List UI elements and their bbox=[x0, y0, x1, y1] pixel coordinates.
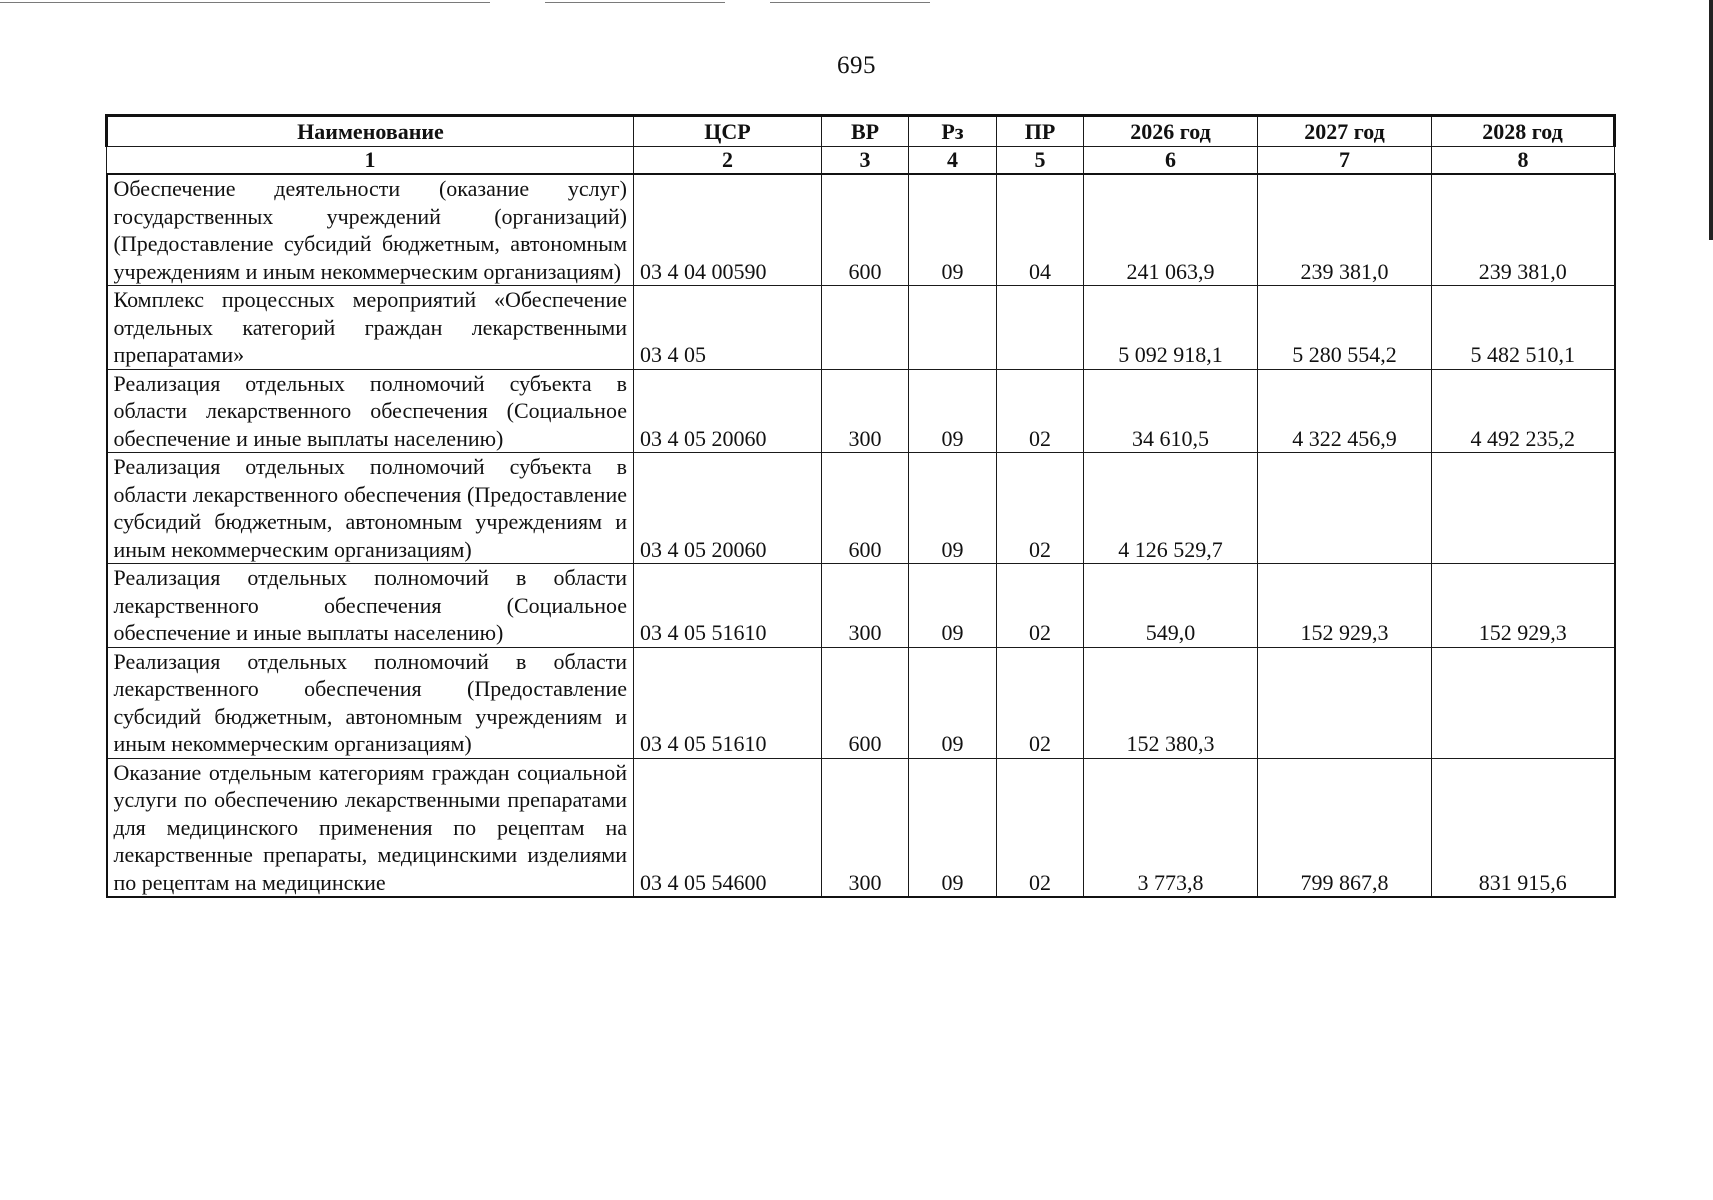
row-2026: 549,0 bbox=[1084, 564, 1258, 648]
row-2028: 4 492 235,2 bbox=[1432, 369, 1615, 453]
row-csr: 03 4 05 54600 bbox=[634, 758, 822, 897]
header-name: Наименование bbox=[107, 116, 634, 147]
row-pr: 02 bbox=[997, 453, 1084, 564]
row-2027: 152 929,3 bbox=[1258, 564, 1432, 648]
row-vr bbox=[822, 286, 909, 370]
row-rz bbox=[909, 286, 997, 370]
header-vr: ВР bbox=[822, 116, 909, 147]
row-csr: 03 4 04 00590 bbox=[634, 174, 822, 286]
column-number: 5 bbox=[997, 147, 1084, 175]
row-vr: 600 bbox=[822, 453, 909, 564]
row-vr: 600 bbox=[822, 174, 909, 286]
row-name: Реализация отдельных полномочий субъекта в области лекарственного обеспечения (Социальное обеспечение и иные выплаты населению) bbox=[107, 369, 634, 453]
column-number-row bbox=[107, 147, 1615, 175]
row-csr: 03 4 05 bbox=[634, 286, 822, 370]
row-2026: 4 126 529,7 bbox=[1084, 453, 1258, 564]
row-2027 bbox=[1258, 647, 1432, 758]
scan-edge-line bbox=[0, 2, 490, 3]
row-pr: 02 bbox=[997, 758, 1084, 897]
column-number: 7 bbox=[1258, 147, 1432, 175]
column-number: 3 bbox=[822, 147, 909, 175]
row-pr bbox=[997, 286, 1084, 370]
budget-table bbox=[105, 114, 1616, 898]
header-csr: ЦСР bbox=[634, 116, 822, 147]
row-vr: 300 bbox=[822, 758, 909, 897]
row-rz: 09 bbox=[909, 647, 997, 758]
header-2028: 2028 год bbox=[1432, 116, 1615, 147]
table-row bbox=[107, 286, 1615, 370]
scan-edge-mark bbox=[1709, 0, 1713, 240]
row-2026: 34 610,5 bbox=[1084, 369, 1258, 453]
row-2028 bbox=[1432, 647, 1615, 758]
row-vr: 300 bbox=[822, 369, 909, 453]
row-2028: 239 381,0 bbox=[1432, 174, 1615, 286]
row-name: Комплекс процессных мероприятий «Обеспечение отдельных категорий граждан лекарственными препаратами» bbox=[107, 286, 634, 370]
row-name: Реализация отдельных полномочий в области лекарственного обеспечения (Предоставление субсидий бюджетным, автономным учреждениям и иным некоммерческим организациям) bbox=[107, 647, 634, 758]
row-name: Оказание отдельным категориям граждан социальной услуги по обеспечению лекарственными препаратами для медицинского применения по рецептам на лекарственные препараты, медицинскими изделиями по рецептам на медицинские bbox=[107, 758, 634, 897]
column-number: 6 bbox=[1084, 147, 1258, 175]
row-2027: 4 322 456,9 bbox=[1258, 369, 1432, 453]
page-number: 695 bbox=[837, 52, 876, 79]
row-csr: 03 4 05 51610 bbox=[634, 564, 822, 648]
row-csr: 03 4 05 20060 bbox=[634, 453, 822, 564]
row-name: Реализация отдельных полномочий субъекта в области лекарственного обеспечения (Предоставление субсидий бюджетным, автономным учреждениям и иным некоммерческим организациям) bbox=[107, 453, 634, 564]
table-row bbox=[107, 564, 1615, 648]
header-pr: ПР bbox=[997, 116, 1084, 147]
row-pr: 04 bbox=[997, 174, 1084, 286]
row-rz: 09 bbox=[909, 174, 997, 286]
row-vr: 300 bbox=[822, 564, 909, 648]
scan-edge-line bbox=[545, 2, 725, 3]
row-pr: 02 bbox=[997, 369, 1084, 453]
column-number: 1 bbox=[107, 147, 634, 175]
row-csr: 03 4 05 51610 bbox=[634, 647, 822, 758]
row-2027: 239 381,0 bbox=[1258, 174, 1432, 286]
row-2028: 152 929,3 bbox=[1432, 564, 1615, 648]
header-2026: 2026 год bbox=[1084, 116, 1258, 147]
table-row bbox=[107, 758, 1615, 897]
header-row bbox=[107, 116, 1615, 147]
row-rz: 09 bbox=[909, 564, 997, 648]
row-2027: 5 280 554,2 bbox=[1258, 286, 1432, 370]
row-2028: 831 915,6 bbox=[1432, 758, 1615, 897]
row-2026: 241 063,9 bbox=[1084, 174, 1258, 286]
row-vr: 600 bbox=[822, 647, 909, 758]
table-row bbox=[107, 369, 1615, 453]
table-row bbox=[107, 453, 1615, 564]
row-name: Обеспечение деятельности (оказание услуг) государственных учреждений (организаций) (Предоставление субсидий бюджетным, автономным учреждениям и иным некоммерческим организациям) bbox=[107, 174, 634, 286]
column-number: 2 bbox=[634, 147, 822, 175]
row-2028 bbox=[1432, 453, 1615, 564]
row-pr: 02 bbox=[997, 564, 1084, 648]
row-csr: 03 4 05 20060 bbox=[634, 369, 822, 453]
row-rz: 09 bbox=[909, 369, 997, 453]
header-2027: 2027 год bbox=[1258, 116, 1432, 147]
row-2027: 799 867,8 bbox=[1258, 758, 1432, 897]
table-row bbox=[107, 647, 1615, 758]
row-2027 bbox=[1258, 453, 1432, 564]
header-rz: Рз bbox=[909, 116, 997, 147]
scan-edge-line bbox=[770, 2, 930, 3]
row-rz: 09 bbox=[909, 453, 997, 564]
row-pr: 02 bbox=[997, 647, 1084, 758]
row-name: Реализация отдельных полномочий в области лекарственного обеспечения (Социальное обеспечение и иные выплаты населению) bbox=[107, 564, 634, 648]
column-number: 8 bbox=[1432, 147, 1615, 175]
column-number: 4 bbox=[909, 147, 997, 175]
row-rz: 09 bbox=[909, 758, 997, 897]
row-2026: 3 773,8 bbox=[1084, 758, 1258, 897]
table-row bbox=[107, 174, 1615, 286]
row-2026: 5 092 918,1 bbox=[1084, 286, 1258, 370]
row-2026: 152 380,3 bbox=[1084, 647, 1258, 758]
row-2028: 5 482 510,1 bbox=[1432, 286, 1615, 370]
